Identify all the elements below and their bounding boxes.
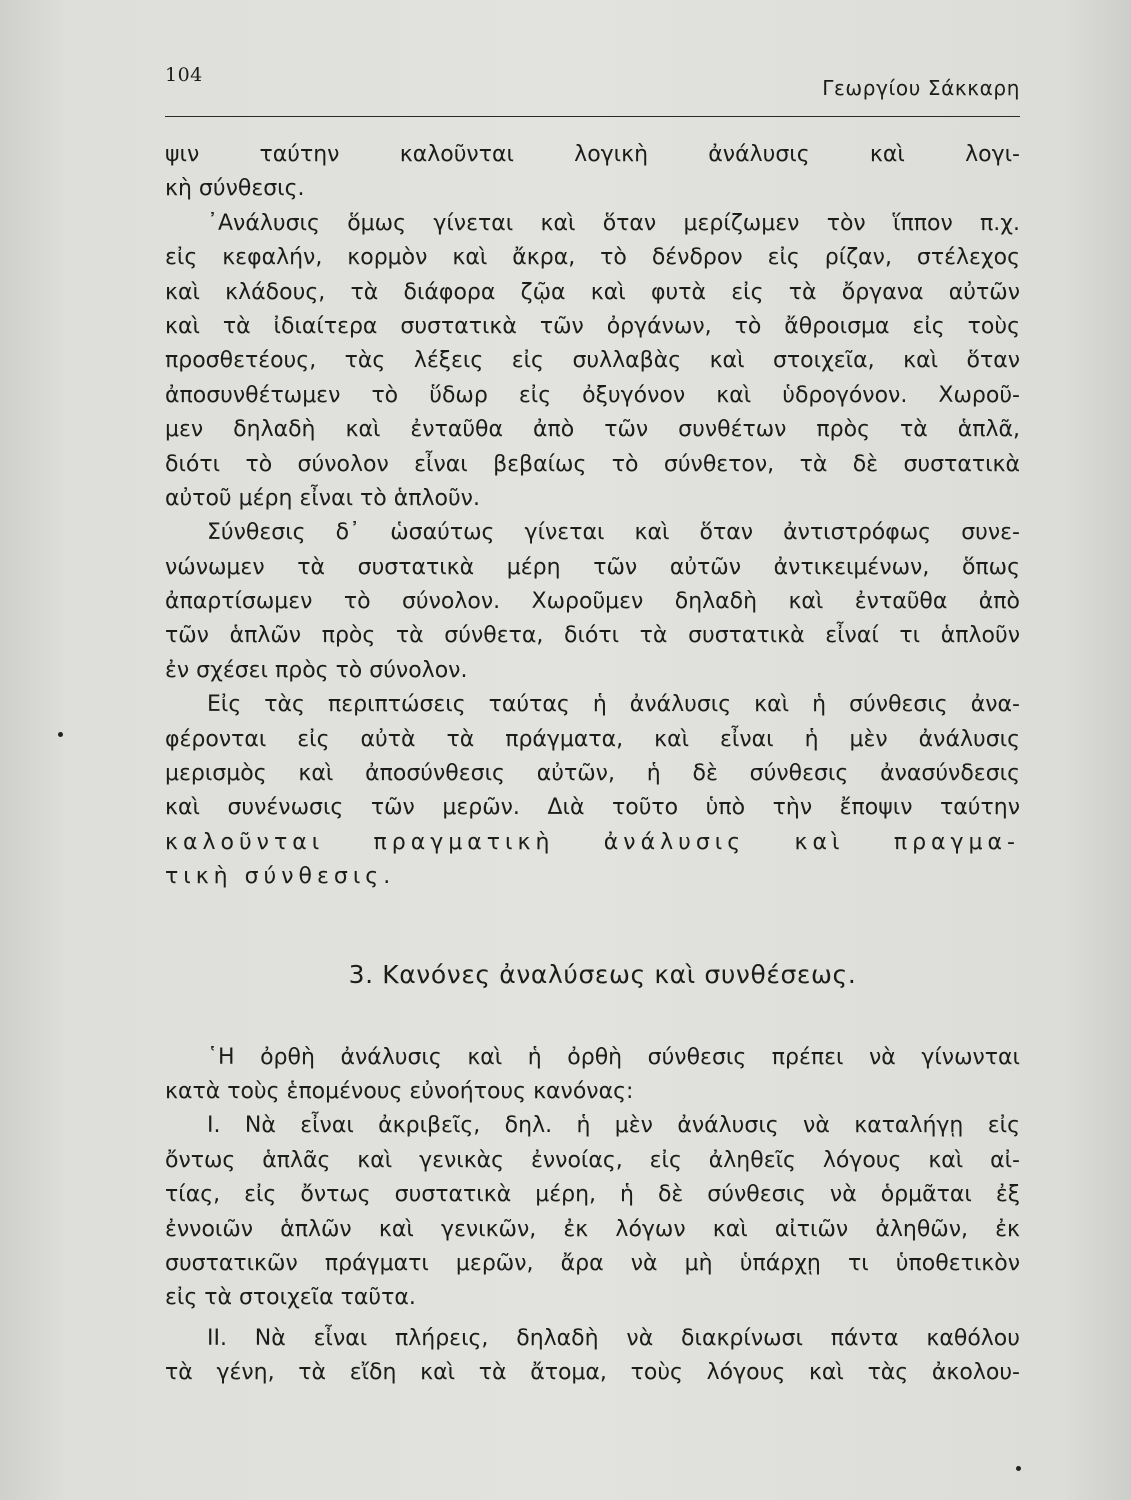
text-line: Ι. Νὰ εἶναι ἀκριβεῖς, δηλ. ἡ μὲν ἀνάλυσις νὰ καταλήγῃ εἰς <box>207 1113 1020 1139</box>
text-line: ἐννοιῶν ἁπλῶν καὶ γενικῶν, ἐκ λόγων καὶ αἰτιῶν ἀληθῶν, ἐκ <box>165 1216 1020 1242</box>
rule-one-accuracy <box>165 1109 1020 1315</box>
text-line: Σύνθεσις δ᾿ ὡσαύτως γίνεται καὶ ὅταν ἀντιστρόφως συνε- <box>207 520 1020 546</box>
section-heading: 3. Κανόνες ἀναλύσεως καὶ συνθέσεως. <box>348 959 857 989</box>
text-line: ἐν σχέσει πρὸς τὸ σύνολον. <box>165 657 468 683</box>
paragraph-synthesis <box>165 516 1020 688</box>
text-line: ῾Η ὀρθὴ ἀνάλυσις καὶ ἡ ὀρθὴ σύνθεσις πρέπει νὰ γίνωνται <box>207 1044 1020 1070</box>
text-line: ψιν ταύτην καλοῦνται λογικὴ ἀνάλυσις καὶ λογι- <box>165 142 1020 167</box>
text-line: τίας, εἰς ὄντως συστατικὰ μέρη, ἡ δὲ σύνθεσις νὰ ὁρμᾶται ἐξ <box>165 1182 1020 1208</box>
text-line: διότι τὸ σύνολον εἶναι βεβαίως τὸ σύνθετον, τὰ δὲ συστατικὰ <box>165 451 1020 477</box>
text-line: νώνωμεν τὰ συστατικὰ μέρη τῶν αὐτῶν ἀντικειμένων, ὅπως <box>165 554 1020 580</box>
text-line: εἰς κεφαλήν, κορμὸν καὶ ἄκρα, τὸ δένδρον εἰς ρίζαν, στέλεχος <box>165 245 1020 271</box>
margin-speck <box>1016 1466 1021 1471</box>
text-line: τῶν ἁπλῶν πρὸς τὰ σύνθετα, διότι τὰ συστατικὰ εἶναί τι ἁπλοῦν <box>165 623 1020 649</box>
text-line: ᾿Ανάλυσις ὅμως γίνεται καὶ ὅταν μερίζωμεν τὸν ἵππον π.χ. <box>207 210 1020 236</box>
text-line: αὐτοῦ μέρη εἶναι τὸ ἁπλοῦν. <box>165 485 480 511</box>
text-line: συστατικῶν πράγματι μερῶν, ἄρα νὰ μὴ ὑπάρχῃ τι ὑποθετικὸν <box>165 1250 1020 1276</box>
page-number: 104 <box>165 64 203 86</box>
text-line: καὶ κλάδους, τὰ διάφορα ζῷα καὶ φυτὰ εἰς τὰ ὄργανα αὐτῶν <box>165 279 1020 305</box>
text-line: κὴ σύνθεσις. <box>165 176 305 202</box>
paragraph-logical-analysis-end <box>165 138 1020 207</box>
text-line: φέρονται εἰς αὐτὰ τὰ πράγματα, καὶ εἶναι ἡ μὲν ἀνάλυσις <box>165 726 1020 752</box>
paragraph-rules-intro <box>165 1041 1020 1110</box>
margin-speck <box>58 732 63 737</box>
text-line: Εἰς τὰς περιπτώσεις ταύτας ἡ ἀνάλυσις καὶ ἡ σύνθεσις ἀνα- <box>207 692 1020 718</box>
text-line: καὶ τὰ ἰδιαίτερα συστατικὰ τῶν ὀργάνων, τὸ ἄθροισμα εἰς τοὺς <box>165 313 1020 339</box>
text-line: προσθετέους, τὰς λέξεις εἰς συλλαβὰς καὶ στοιχεῖα, καὶ ὅταν <box>165 348 1020 374</box>
running-head-author: Γεωργίου Σάκκαρη <box>822 76 1020 100</box>
text-line: τικὴ σύνθεσις. <box>165 864 396 890</box>
rule-two-completeness <box>165 1322 1020 1391</box>
text-line: ὄντως ἁπλᾶς καὶ γενικὰς ἐννοίας, εἰς ἀληθεῖς λόγους καὶ αἰ- <box>165 1147 1020 1173</box>
text-line: εἰς τὰ στοιχεῖα ταῦτα. <box>165 1285 416 1311</box>
paragraph-analysis-examples <box>165 207 1020 517</box>
text-line: ἀποσυνθέτωμεν τὸ ὕδωρ εἰς ὀξυγόνον καὶ ὑδρογόνον. Χωροῦ- <box>165 382 1020 408</box>
body-text <box>165 138 1020 1391</box>
text-line: ἀπαρτίσωμεν τὸ σύνολον. Χωροῦμεν δηλαδὴ καὶ ἐνταῦθα ἀπὸ <box>165 589 1020 615</box>
text-line: τὰ γένη, τὰ εἴδη καὶ τὰ ἄτομα, τοὺς λόγους καὶ τὰς ἀκολου- <box>165 1360 1020 1386</box>
text-line: μεν δηλαδὴ καὶ ἐνταῦθα ἀπὸ τῶν συνθέτων πρὸς τὰ ἁπλᾶ, <box>165 417 1020 443</box>
text-line: κατὰ τοὺς ἑπομένους εὐνοήτους κανόνας: <box>165 1078 634 1104</box>
text-line: μερισμὸς καὶ ἀποσύνθεσις αὐτῶν, ἡ δὲ σύνθεσις ἀνασύνδεσις <box>165 761 1020 787</box>
paragraph-real-analysis <box>165 688 1020 894</box>
text-line: ΙΙ. Νὰ εἶναι πλήρεις, δηλαδὴ νὰ διακρίνωσι πάντα καθόλου <box>207 1325 1020 1351</box>
text-line: καὶ συνένωσις τῶν μερῶν. Διὰ τοῦτο ὑπὸ τὴν ἔποψιν ταύτην <box>165 795 1020 821</box>
page-header <box>165 60 1020 117</box>
text-line: καλοῦνται πραγματικὴ ἀνάλυσις καὶ πραγμα- <box>165 829 1020 855</box>
